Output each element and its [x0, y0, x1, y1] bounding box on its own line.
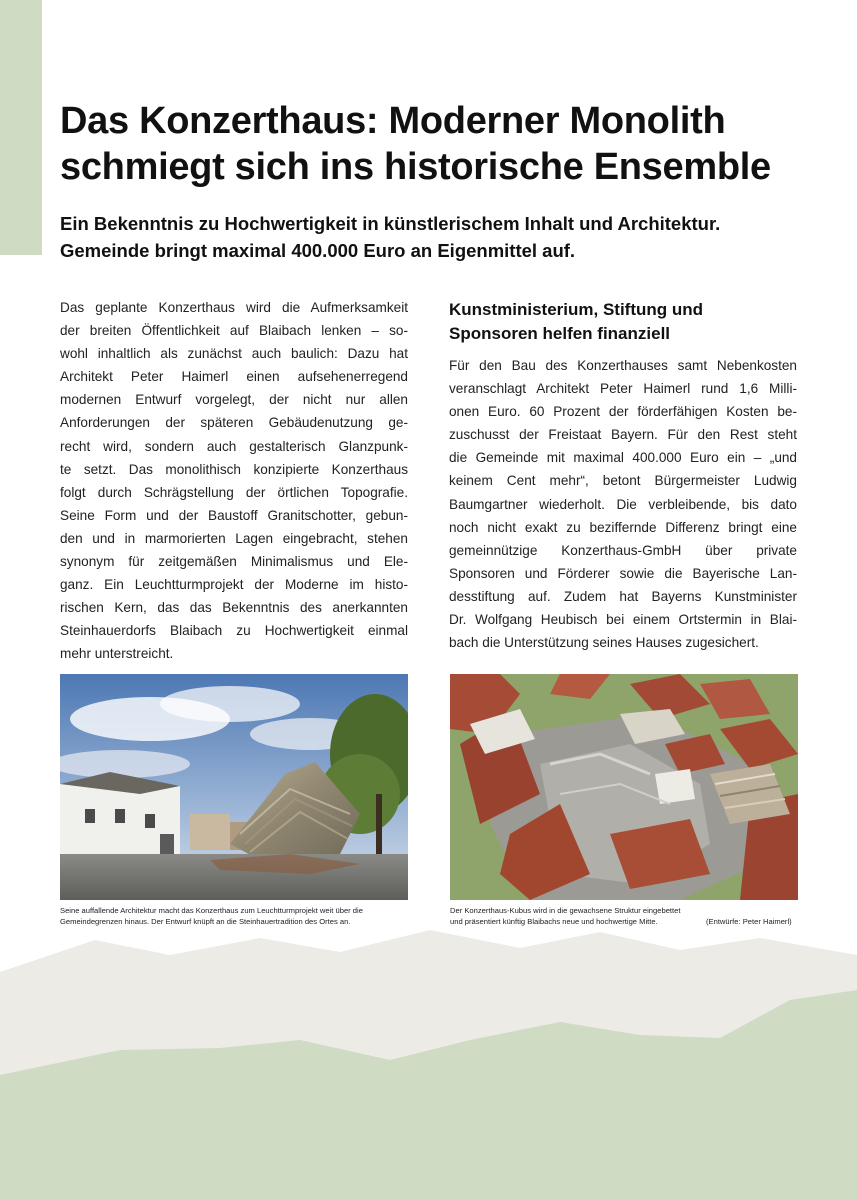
left-text-line: Steinhauerdorfs Blaibach zu Hochwertigkeit einmal: [60, 623, 408, 639]
right-text-line: zuschusst der Freistaat Bayern. Für den Rest steht: [449, 427, 797, 443]
subtitle-line-1: Ein Bekenntnis zu Hochwertigkeit in künstlerischem Inhalt und Architektur.: [60, 213, 721, 234]
section-heading: [449, 298, 797, 346]
section-heading-line-1: Kunstministerium, Stiftung und: [449, 300, 704, 319]
right-text-line: onen Euro. 60 Prozent der förderfähigen Kosten be-: [449, 404, 797, 420]
right-text-line: gemeinnützige Konzerthaus-GmbH über private: [449, 542, 797, 558]
left-text-line: folgt durch Schrägstellung der örtlichen Topografie.: [60, 484, 408, 500]
left-photo-caption: [60, 906, 363, 927]
left-text-line: der breiten Öffentlichkeit auf Blaibach lenken – so-: [60, 323, 408, 339]
concert-hall-aerial-rendering: [450, 674, 798, 900]
right-text-line: noch nicht exakt zu beziffernde Differenz bringt eine: [449, 519, 797, 535]
right-text-line: die Gemeinde mit maximal 400.000 Euro ein – „und: [449, 450, 797, 466]
left-text-line: den und in marmorierten Lagen eingebracht, stehen: [60, 530, 408, 546]
left-text-line: recht wird, sondern auch gestalterisch Glanzpunk-: [60, 438, 408, 454]
left-text-line: Architekt Peter Haimerl einen aufsehenerregend: [60, 369, 408, 385]
left-text-line: modernen Entwurf vorgelegt, der nicht nur allen: [60, 392, 408, 408]
right-text-line: keinem Cent mehr“, betont Bürgermeister Ludwig: [449, 473, 797, 489]
concert-hall-street-rendering: [60, 674, 408, 900]
right-text-line: Dr. Wolfgang Heubisch bei einem Ortstermin in Blai-: [449, 612, 797, 628]
left-text-line: te setzt. Das monolithisch konzipierte Konzerthaus: [60, 461, 408, 477]
right-text-line: Baumgartner wiederholt. Die verbleibende, bis dato: [449, 496, 797, 512]
caption-line: Gemeindegrenzen hinaus. Der Entwurf knüpft an die Steinhauertradition des Ortes an.: [60, 916, 351, 926]
caption-line: Seine auffallende Architektur macht das Konzerthaus zum Leuchtturmprojekt weit über die: [60, 906, 363, 915]
right-text-line: Sponsoren und Förderer sowie die Bayerische Lan-: [449, 565, 797, 581]
left-text-line: mehr unterstreicht.: [60, 646, 174, 662]
right-text-line: bach die Unterstützung seines Hauses zugesichert.: [449, 635, 759, 651]
image-credit: (Entwürfe: Peter Haimerl): [706, 917, 792, 926]
page-title: [60, 98, 820, 190]
aerial-rendering-image: [450, 674, 798, 900]
street-rendering-image: [60, 674, 408, 900]
left-text-line: Das geplante Konzerthaus wird die Aufmerksamkeit: [60, 300, 408, 315]
left-text-line: rischen Kern, das das Bekenntnis des anerkannten: [60, 600, 408, 616]
right-text-line: veranschlagt Architekt Peter Haimerl rund 1,6 Milli-: [449, 381, 797, 397]
right-photo-caption: [450, 906, 680, 927]
caption-line: Der Konzerthaus-Kubus wird in die gewachsene Struktur eingebettet: [450, 906, 681, 915]
left-text-column: [60, 296, 408, 666]
right-text-line: desstiftung auf. Zudem hat Bayerns Kunstminister: [449, 588, 797, 604]
caption-line: und präsentiert künftig Blaibachs neue und hochwertige Mitte.: [450, 916, 658, 926]
subtitle-line-2: Gemeinde bringt maximal 400.000 Euro an Eigenmittel auf.: [60, 240, 576, 261]
left-text-line: wohl inhaltlich als zunächst auch baulich: Dazu hat: [60, 346, 408, 362]
title-line-1: Das Konzerthaus: Moderner Monolith: [60, 100, 726, 142]
left-text-line: ganz. Ein Leuchtturmprojekt der Moderne im histo-: [60, 577, 408, 593]
left-text-line: synonym für zeitgemäßen Minimalismus und Ele-: [60, 554, 408, 570]
page-subtitle: [60, 210, 820, 264]
section-heading-line-2: Sponsoren helfen finanziell: [449, 324, 671, 343]
left-text-line: Anforderungen der späteren Gebäudenutzung ge-: [60, 415, 408, 431]
title-line-2: schmiegt sich ins historische Ensemble: [60, 146, 771, 188]
left-text-line: Seine Form und der Baustoff Granitschotter, gebun-: [60, 507, 408, 523]
right-text-line: Für den Bau des Konzerthauses samt Nebenkosten: [449, 358, 797, 373]
right-text-column: [449, 298, 797, 654]
